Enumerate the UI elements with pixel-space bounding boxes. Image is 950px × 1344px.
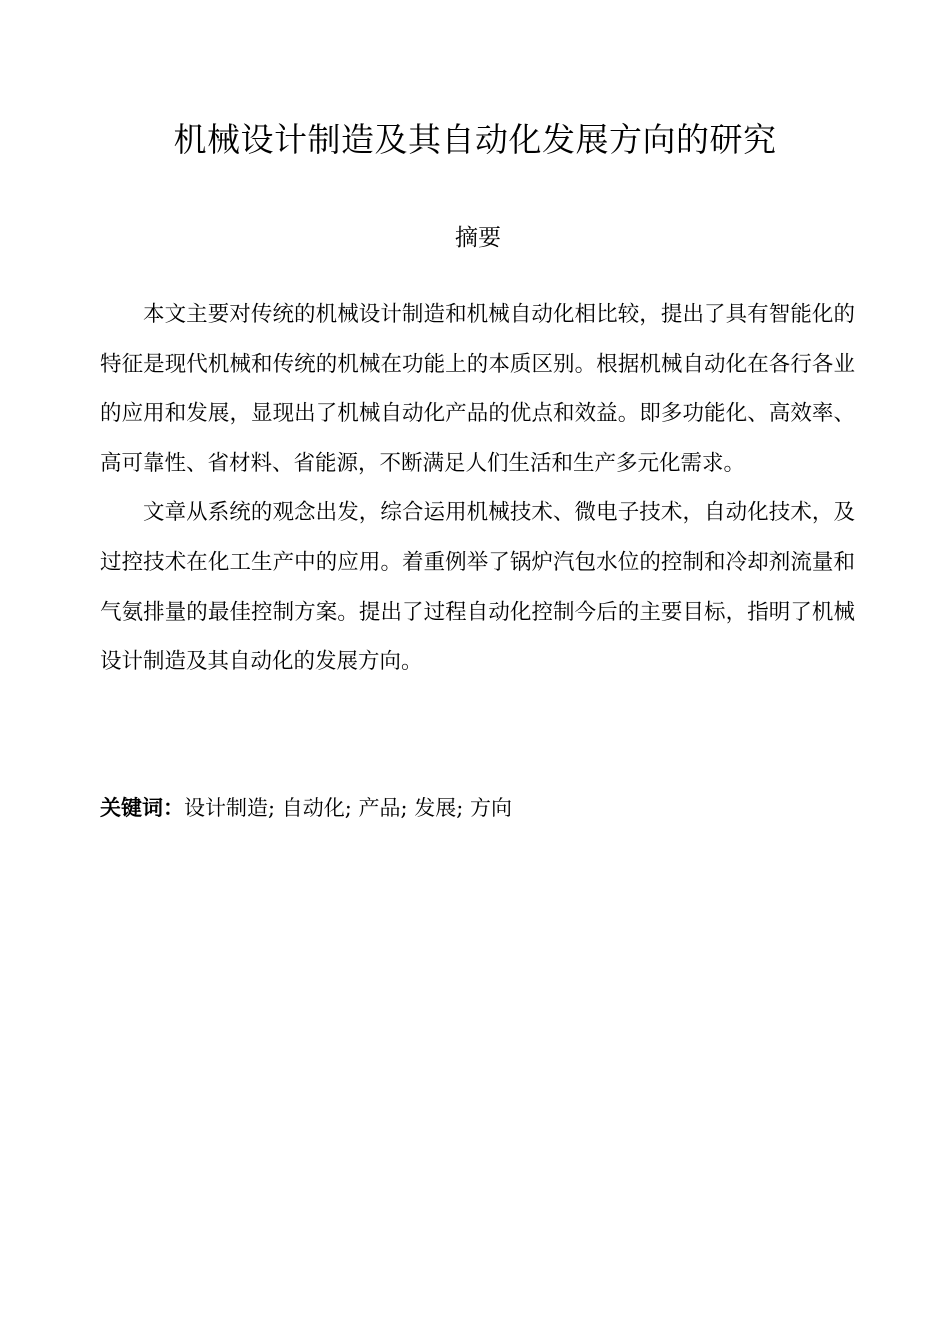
abstract-body: [100, 290, 855, 687]
document-title: 机械设计制造及其自动化发展方向的研究: [173, 120, 777, 159]
keywords-text: 设计制造; 自动化; 产品; 发展; 方向: [184, 796, 513, 820]
keywords-line: [100, 786, 855, 830]
abstract-paragraph-2: 文章从系统的观念出发，综合运用机械技术、微电子技术，自动化技术，及过控技术在化工生产中的应用。着重例举了锅炉汽包水位的控制和冷却剂流量和气氨排量的最佳控制方案。提出了过程自动化控制今后的主要目标，指明了机械设计制造及其自动化的发展方向。: [100, 500, 855, 675]
abstract-paragraph-1: 本文主要对传统的机械设计制造和机械自动化相比较，提出了具有智能化的特征是现代机械和传统的机械在功能上的本质区别。根据机械自动化在各行各业的应用和发展，显现出了机械自动化产品的优点和效益。即多功能化、高效率、高可靠性、省材料、省能源，不断满足人们生活和生产多元化需求。: [100, 302, 855, 476]
abstract-heading: 摘要: [455, 225, 501, 251]
keywords-label: 关键词：: [100, 796, 184, 820]
